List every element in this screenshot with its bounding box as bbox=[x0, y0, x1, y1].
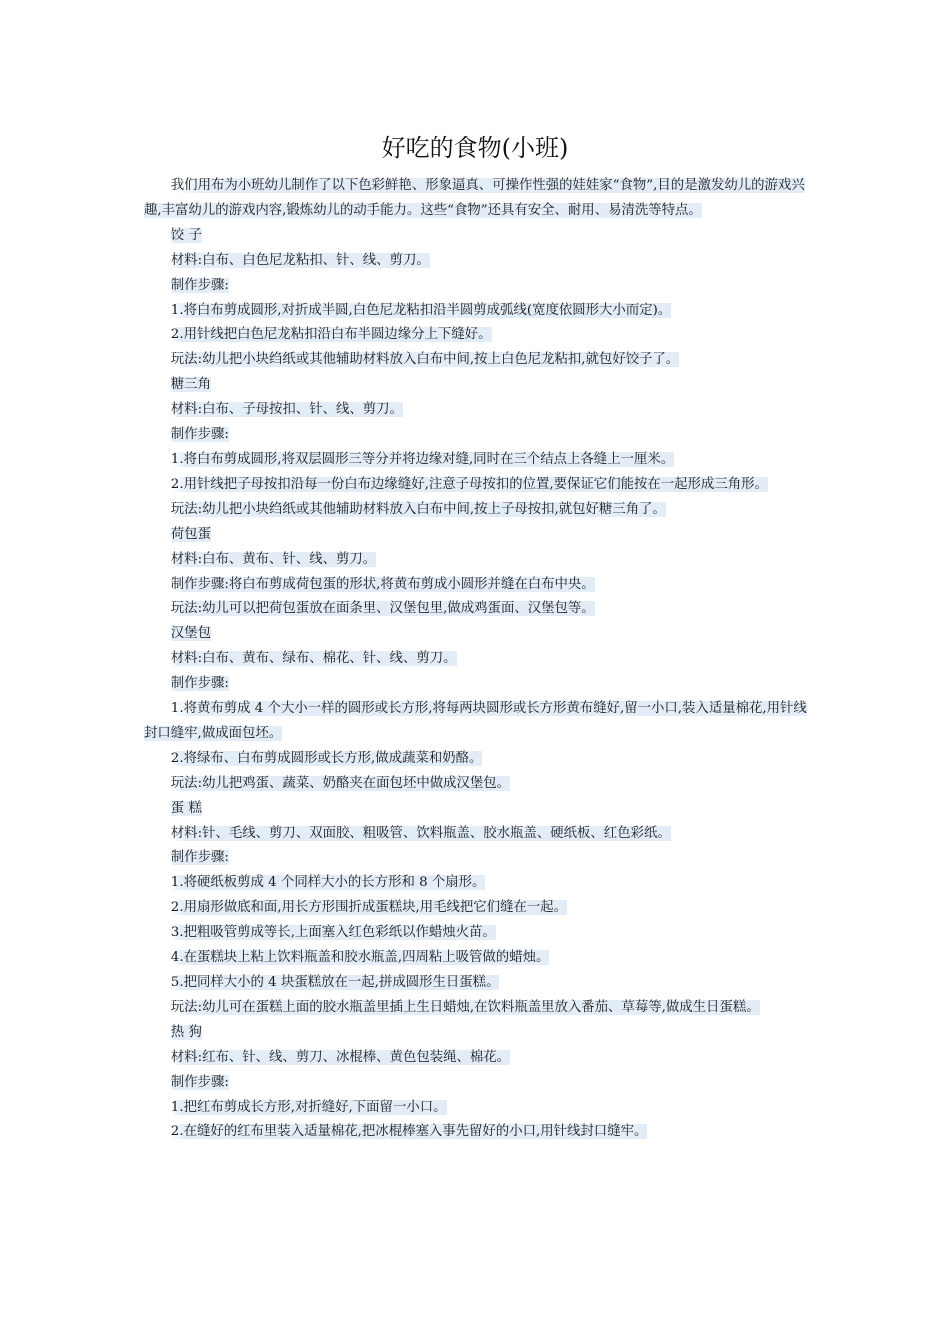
paragraph bbox=[144, 871, 808, 896]
paragraph bbox=[144, 448, 808, 473]
paragraph-text: 制作步骤: bbox=[170, 277, 229, 293]
paragraph-text: 材料:白布、黄布、针、线、剪刀。 bbox=[170, 551, 377, 567]
paragraph bbox=[144, 473, 808, 498]
paragraph bbox=[144, 747, 808, 772]
paragraph-text: 制作步骤: bbox=[170, 676, 229, 692]
paragraph-text: 玩法:幼儿可以把荷包蛋放在面条里、汉堡包里,做成鸡蛋面、汉堡包等。 bbox=[170, 601, 595, 617]
paragraph bbox=[144, 348, 808, 373]
paragraph bbox=[144, 996, 808, 1021]
paragraph bbox=[144, 822, 808, 847]
paragraph-text: 饺 子 bbox=[170, 227, 202, 243]
paragraph-text: 2.用针线把白色尼龙粘扣沿白布半圆边缘分上下缝好。 bbox=[170, 327, 492, 343]
paragraph bbox=[144, 1021, 808, 1046]
paragraph-text: 3.把粗吸管剪成等长,上面塞入红色彩纸以作蜡烛火苗。 bbox=[170, 925, 496, 941]
paragraph-text: 汉堡包 bbox=[170, 626, 211, 642]
section-heading-cake bbox=[144, 797, 808, 822]
paragraph-text: 材料:白布、黄布、绿布、棉花、针、线、剪刀。 bbox=[170, 651, 457, 667]
paragraph-text: 玩法:幼儿把小块绉纸或其他辅助材料放入白布中间,按上子母按扣,就包好糖三角了。 bbox=[170, 501, 666, 517]
paragraph bbox=[144, 299, 808, 324]
paragraph-text: 材料:白布、子母按扣、针、线、剪刀。 bbox=[170, 402, 403, 418]
paragraph bbox=[144, 896, 808, 921]
paragraph-text: 2.用扇形做底和面,用长方形围折成蛋糕块,用毛线把它们缝在一起。 bbox=[170, 900, 568, 916]
paragraph-text: 玩法:幼儿可在蛋糕上面的胶水瓶盖里插上生日蜡烛,在饮料瓶盖里放入番茄、草莓等,做成生日蛋糕。 bbox=[170, 999, 760, 1015]
paragraph bbox=[144, 921, 808, 946]
paragraph bbox=[144, 1096, 808, 1121]
paragraph bbox=[144, 672, 808, 697]
paragraph bbox=[144, 946, 808, 971]
paragraph-text: 荷包蛋 bbox=[170, 526, 211, 542]
paragraph bbox=[144, 772, 808, 797]
paragraph bbox=[144, 398, 808, 423]
paragraph bbox=[144, 697, 808, 747]
paragraph bbox=[144, 846, 808, 871]
paragraph-text: 制作步骤:将白布剪成荷包蛋的形状,将黄布剪成小圆形并缝在白布中央。 bbox=[170, 576, 595, 592]
paragraph-text: 玩法:幼儿把小块绉纸或其他辅助材料放入白布中间,按上白色尼龙粘扣,就包好饺子了。 bbox=[170, 352, 680, 368]
paragraph bbox=[144, 573, 808, 598]
paragraph-text: 4.在蛋糕块上粘上饮料瓶盖和胶水瓶盖,四周粘上吸管做的蜡烛。 bbox=[170, 950, 550, 966]
paragraph-text: 2.用针线把子母按扣沿每一份白布边缘缝好,注意子母按扣的位置,要保证它们能按在一起形成三角形。 bbox=[170, 476, 768, 492]
paragraph-text: 1.将硬纸板剪成 4 个同样大小的长方形和 8 个扇形。 bbox=[170, 875, 486, 891]
paragraph-text: 1.把红布剪成长方形,对折缝好,下面留一小口。 bbox=[170, 1099, 447, 1115]
paragraph bbox=[144, 498, 808, 523]
paragraph bbox=[144, 647, 808, 672]
paragraph-text: 我们用布为小班幼儿制作了以下色彩鲜艳、形象逼真、可操作性强的娃娃家“食物”,目的是激发幼儿的游戏兴趣,丰富幼儿的游戏内容,锻炼幼儿的动手能力。这些“食物”还具有安全、耐用、易清洗等特点。 bbox=[144, 178, 805, 218]
paragraph-text: 制作步骤: bbox=[170, 850, 229, 866]
paragraph-text: 制作步骤: bbox=[170, 427, 229, 443]
paragraph bbox=[144, 423, 808, 448]
paragraph-text: 5.把同样大小的 4 块蛋糕放在一起,拼成圆形生日蛋糕。 bbox=[170, 975, 500, 990]
paragraph-text: 制作步骤: bbox=[170, 1074, 229, 1090]
paragraph bbox=[144, 597, 808, 622]
paragraph-text: 蛋 糕 bbox=[170, 800, 202, 816]
paragraph-text: 2.在缝好的红布里装入适量棉花,把冰棍棒塞入事先留好的小口,用针线封口缝牢。 bbox=[170, 1124, 648, 1140]
paragraph-text: 1.将黄布剪成 4 个大小一样的圆形或长方形,将每两块圆形或长方形黄布缝好,留一小口,装入适量棉花,用针线封口缝牢,做成面包坯。 bbox=[144, 701, 807, 741]
paragraph-text: 材料:针、毛线、剪刀、双面胶、粗吸管、饮料瓶盖、胶水瓶盖、硬纸板、红色彩纸。 bbox=[170, 825, 671, 841]
paragraph bbox=[144, 323, 808, 348]
paragraph-text: 糖三角 bbox=[170, 377, 211, 393]
paragraph-text: 玩法:幼儿把鸡蛋、蔬菜、奶酪夹在面包坯中做成汉堡包。 bbox=[170, 775, 511, 791]
paragraph-text: 材料:白布、白色尼龙粘扣、针、线、剪刀。 bbox=[170, 252, 430, 268]
section-heading-fried-egg bbox=[144, 523, 808, 548]
paragraph bbox=[144, 1120, 808, 1145]
document-title: 好吃的食物(小班) bbox=[381, 134, 569, 162]
paragraph bbox=[144, 1071, 808, 1096]
section-heading-hot-dog bbox=[144, 1046, 808, 1071]
paragraph bbox=[144, 174, 808, 224]
section-heading-hamburger bbox=[144, 622, 808, 647]
section-heading-dumplings bbox=[144, 224, 808, 249]
paragraph-text: 1.将白布剪成圆形,对折成半圆,白色尼龙粘扣沿半圆剪成弧线(宽度依圆形大小而定)。 bbox=[170, 302, 672, 318]
document-body bbox=[144, 174, 808, 1145]
paragraph-text: 热 狗 bbox=[170, 1024, 202, 1040]
paragraph bbox=[144, 971, 808, 996]
section-heading-sugar-triangle bbox=[144, 373, 808, 398]
paragraph bbox=[144, 548, 808, 573]
paragraph-text: 2.将绿布、白布剪成圆形或长方形,做成蔬菜和奶酪。 bbox=[170, 750, 483, 766]
paragraph bbox=[144, 274, 808, 299]
paragraph-text: 材料:红布、针、线、剪刀、冰棍棒、黄色包装绳、棉花。 bbox=[170, 1049, 511, 1065]
paragraph bbox=[144, 249, 808, 274]
paragraph-text: 1.将白布剪成圆形,将双层圆形三等分并将边缘对缝,同时在三个结点上各缝上一厘米。 bbox=[170, 451, 675, 467]
